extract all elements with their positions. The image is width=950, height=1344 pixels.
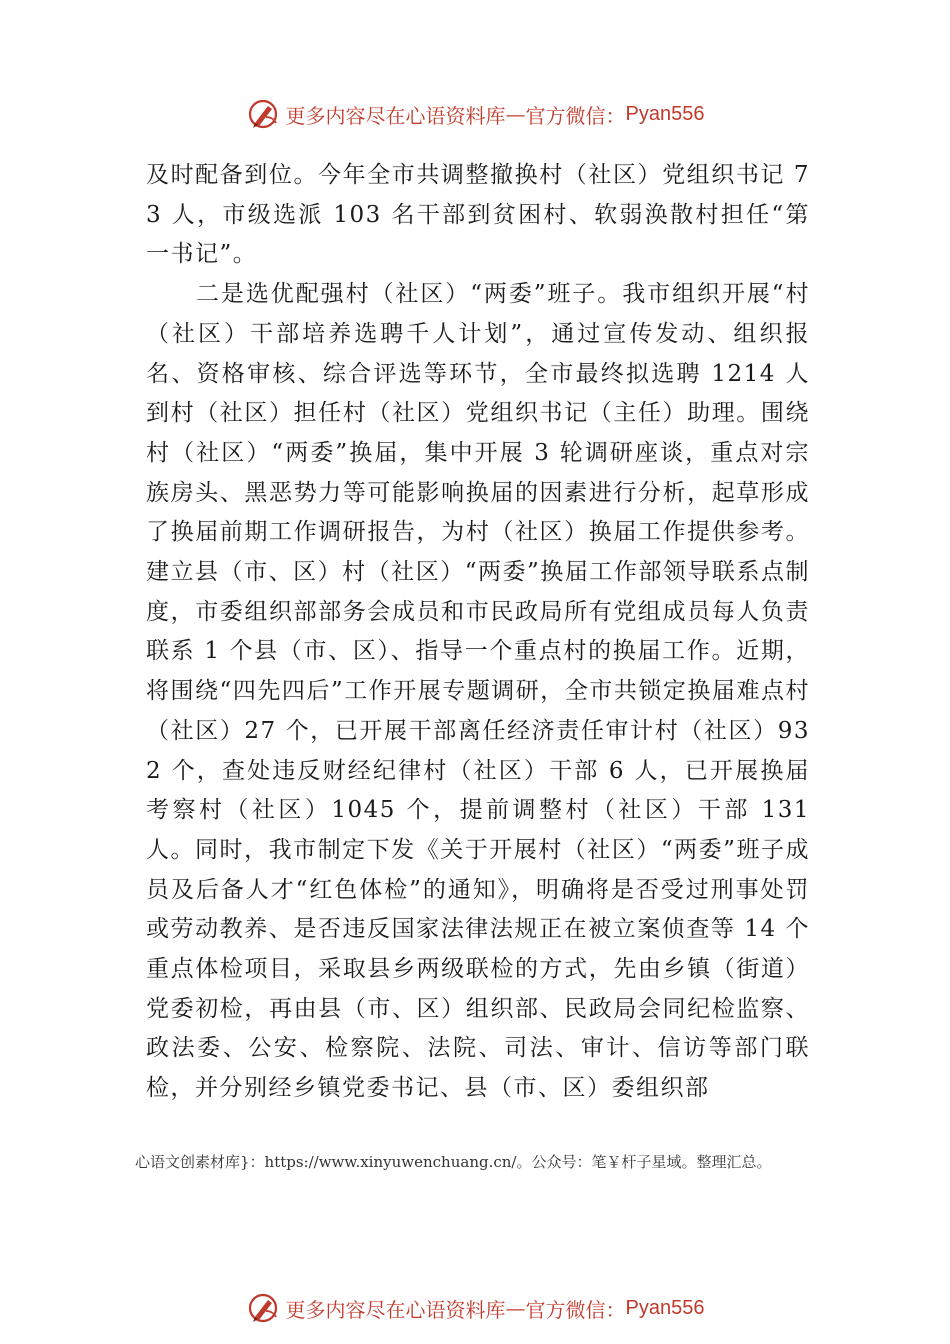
banner-brand-text: 更多内容尽在心语资料库 [285,1297,506,1322]
source-footnote: 心语文创素材库}：https://www.xinyuwenchuang.cn/。公众号：笔￥杆子星域。整理汇总。 [135,1153,772,1171]
banner-separator: — [505,102,526,126]
banner-separator: — [505,1296,526,1320]
banner-wechat-id: Pyan556 [625,102,705,125]
pen-logo-icon [246,97,280,131]
banner-brand-text: 更多内容尽在心语资料库 [285,103,506,128]
paragraph-2: 二是选优配强村（社区）“两委”班子。我市组织开展“村（社区）干部培养选聘千人计划”，通过宣传发动、组织报名、资格审核、综合评选等环节，全市最终拟选聘 1214 人到村（社区）担任村（社区）党组织书记（主任）助理。围绕村（社区）“两委”换届，集中开展 3 轮调研座谈，重点对宗族房头、黑恶势力等可能影响换届的因素进行分析，起草形成了换届前期工作调研报告，为村（社区）换届工作提供参考。建立县（市、区）村（社区）“两委”换届工作部领导联系点制度，市委组织部部务会成员和市民政局所有党组成员每人负责联系 1 个县（市、区）、指导一个重点村的换届工作。近期，将围绕“四先四后”工作开展专题调研，全市共锁定换届难点村（社区）27 个，已开展干部离任经济责任审计村（社区）932 个，查处违反财经纪律村（社区）干部 6 人，已开展换届考察村（社区）1045 个，提前调整村（社区）干部 131 人。同时，我市制定下发《关于开展村（社区）“两委”班子成员及后备人才“红色体检”的通知》，明确将是否受过刑事处罚或劳动教养、是否违反国家法律法规正在被立案侦查等 14 个重点体检项目，采取县乡两级联检的方式，先由乡镇（街道）党委初检，再由县（市、区）组织部、民政局会同纪检监察、政法委、公安、检察院、法院、司法、审计、信访等部门联检，并分别经乡镇党委书记、县（市、区）委组织部 [146,281,810,1102]
banner-wechat-label: 官方微信： [525,1297,626,1322]
pen-logo-icon [246,1291,280,1325]
paragraph-1: 及时配备到位。今年全市共调整撤换村（社区）党组织书记 73 人，市级选派 103 名干部到贫困村、软弱涣散村担任“第一书记”。 [146,162,810,268]
footer-banner [0,1288,950,1328]
header-banner [0,94,950,134]
document-body [146,156,810,1109]
banner-wechat-id: Pyan556 [625,1296,705,1319]
banner-wechat-label: 官方微信： [525,103,626,128]
